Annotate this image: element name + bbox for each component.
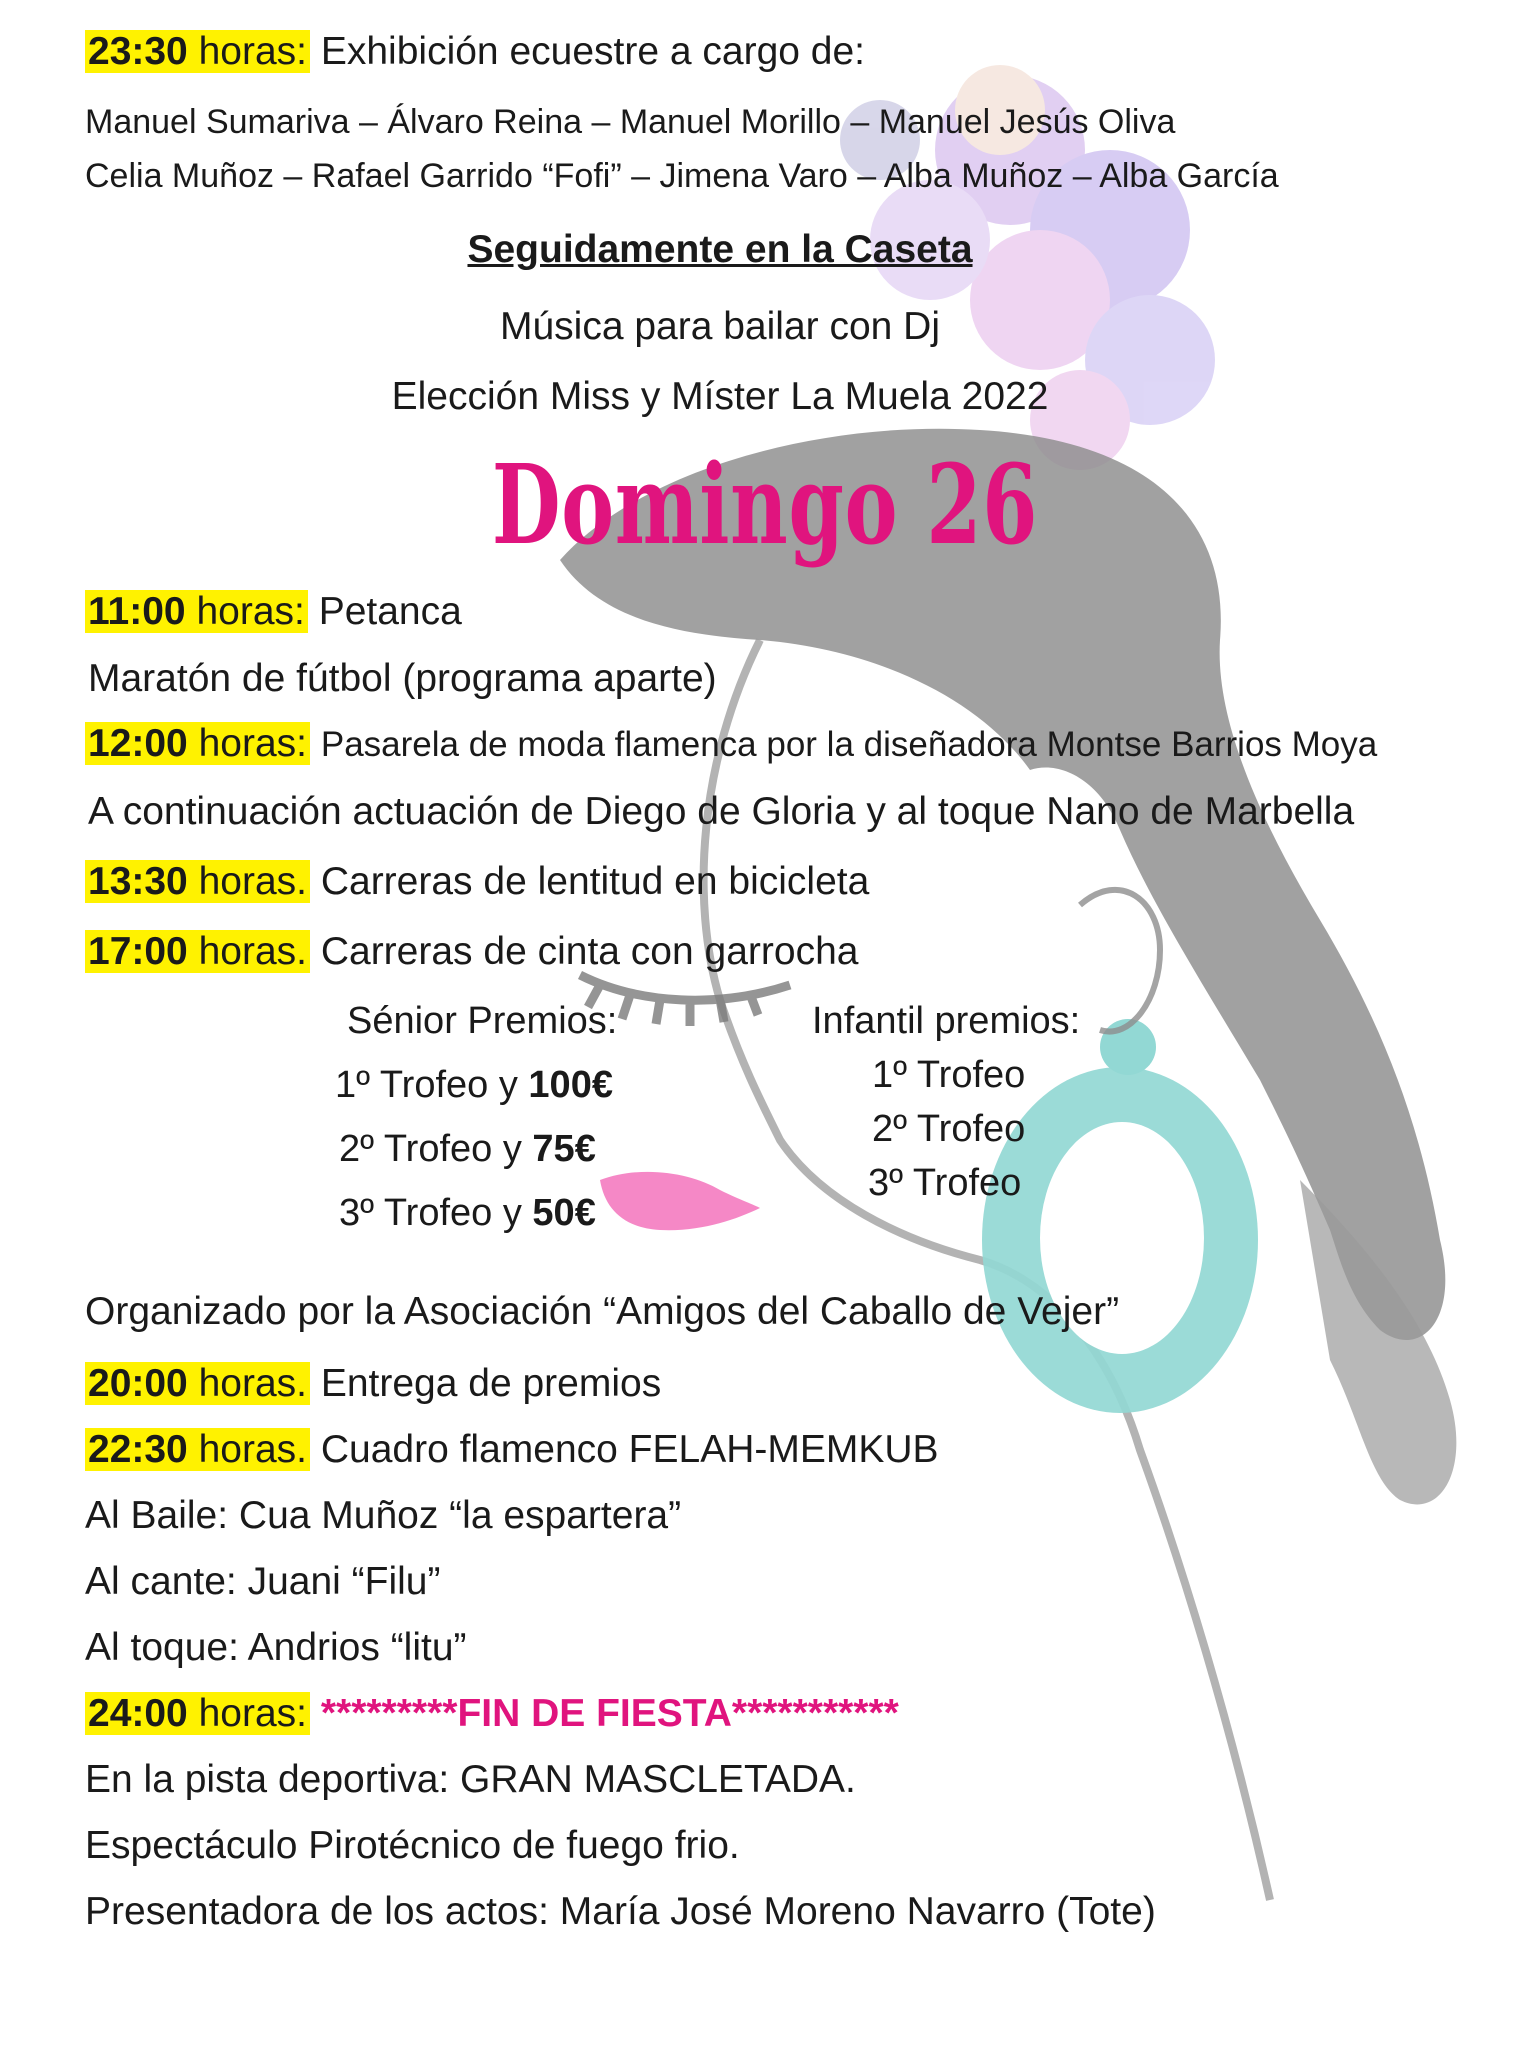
time-label: 11:00 horas:	[85, 590, 308, 633]
page-title: Domingo 26	[491, 440, 1039, 569]
event-text: Petanca	[318, 590, 462, 633]
senior-prize-1: 1º Trofeo y 100€	[335, 1064, 613, 1106]
time-label: 22:30 horas.	[85, 1428, 310, 1471]
lips-shape	[600, 1172, 760, 1230]
continuacion-line: A continuación actuación de Diego de Gloria y al toque Nano de Marbella	[88, 790, 1355, 833]
event-row-1200	[85, 722, 1377, 766]
event-row-2000	[85, 1362, 661, 1406]
caseta-line-1: Música para bailar con Dj	[499, 305, 941, 348]
infantil-prize-3: 3º Trofeo	[868, 1162, 1022, 1204]
infantil-prize-2: 2º Trofeo	[872, 1108, 1026, 1150]
time-label: 17:00 horas.	[85, 930, 310, 973]
event-text: Entrega de premios	[320, 1362, 662, 1405]
event-text: Pasarela de moda flamenca por la diseñadora Montse Barrios Moya	[320, 725, 1378, 764]
caseta-line-2: Elección Miss y Míster La Muela 2022	[391, 375, 1049, 418]
event-row-2230	[85, 1428, 939, 1472]
time-label: 12:00 horas:	[85, 722, 310, 765]
riders-line-1: Manuel Sumariva – Álvaro Reina – Manuel Morillo – Manuel Jesús Oliva	[85, 103, 1176, 141]
time-label: 24:00 horas:	[85, 1692, 310, 1735]
event-text: Exhibición ecuestre a cargo de:	[320, 30, 865, 73]
ear-shape	[1080, 890, 1160, 1032]
maraton-line: Maratón de fútbol (programa aparte)	[88, 657, 717, 700]
riders-line-2: Celia Muñoz – Rafael Garrido “Fofi” – Jimena Varo – Alba Muñoz – Alba García	[85, 157, 1279, 195]
senior-prize-3: 3º Trofeo y 50€	[339, 1192, 596, 1234]
toque-line: Al toque: Andrios “litu”	[85, 1626, 467, 1669]
event-row-1700	[85, 930, 858, 974]
time-label: 13:30 horas.	[85, 860, 310, 903]
event-row-1100	[85, 590, 462, 634]
closing-line-2: Espectáculo Pirotécnico de fuego frio.	[85, 1824, 740, 1867]
cante-line: Al cante: Juani “Filu”	[85, 1560, 441, 1603]
closing-line-3: Presentadora de los actos: María José Moreno Navarro (Tote)	[85, 1890, 1156, 1933]
time-label: 23:30 horas:	[85, 30, 310, 73]
infantil-prize-1: 1º Trofeo	[872, 1054, 1026, 1096]
event-row-2400	[85, 1692, 899, 1736]
baile-line: Al Baile: Cua Muñoz “la espartera”	[85, 1494, 682, 1537]
infantil-prizes	[812, 1000, 1080, 1216]
event-text: Carreras de lentitud en bicicleta	[320, 860, 870, 903]
event-text: Cuadro flamenco FELAH-MEMKUB	[320, 1428, 939, 1471]
infantil-heading: Infantil premios:	[812, 1000, 1081, 1042]
event-text: Carreras de cinta con garrocha	[320, 930, 859, 973]
senior-prize-2: 2º Trofeo y 75€	[339, 1128, 596, 1170]
event-row-2330	[85, 30, 865, 74]
senior-heading: Sénior Premios:	[347, 1000, 618, 1042]
event-row-1330	[85, 860, 869, 904]
time-label: 20:00 horas.	[85, 1362, 310, 1405]
organizado-line: Organizado por la Asociación “Amigos del Caballo de Vejer”	[85, 1290, 1120, 1333]
fin-de-fiesta-text: *********FIN DE FIESTA***********	[320, 1692, 899, 1735]
closing-line-1: En la pista deportiva: GRAN MASCLETADA.	[85, 1758, 856, 1801]
senior-prizes	[335, 1000, 617, 1246]
caseta-heading: Seguidamente en la Caseta	[467, 228, 973, 271]
